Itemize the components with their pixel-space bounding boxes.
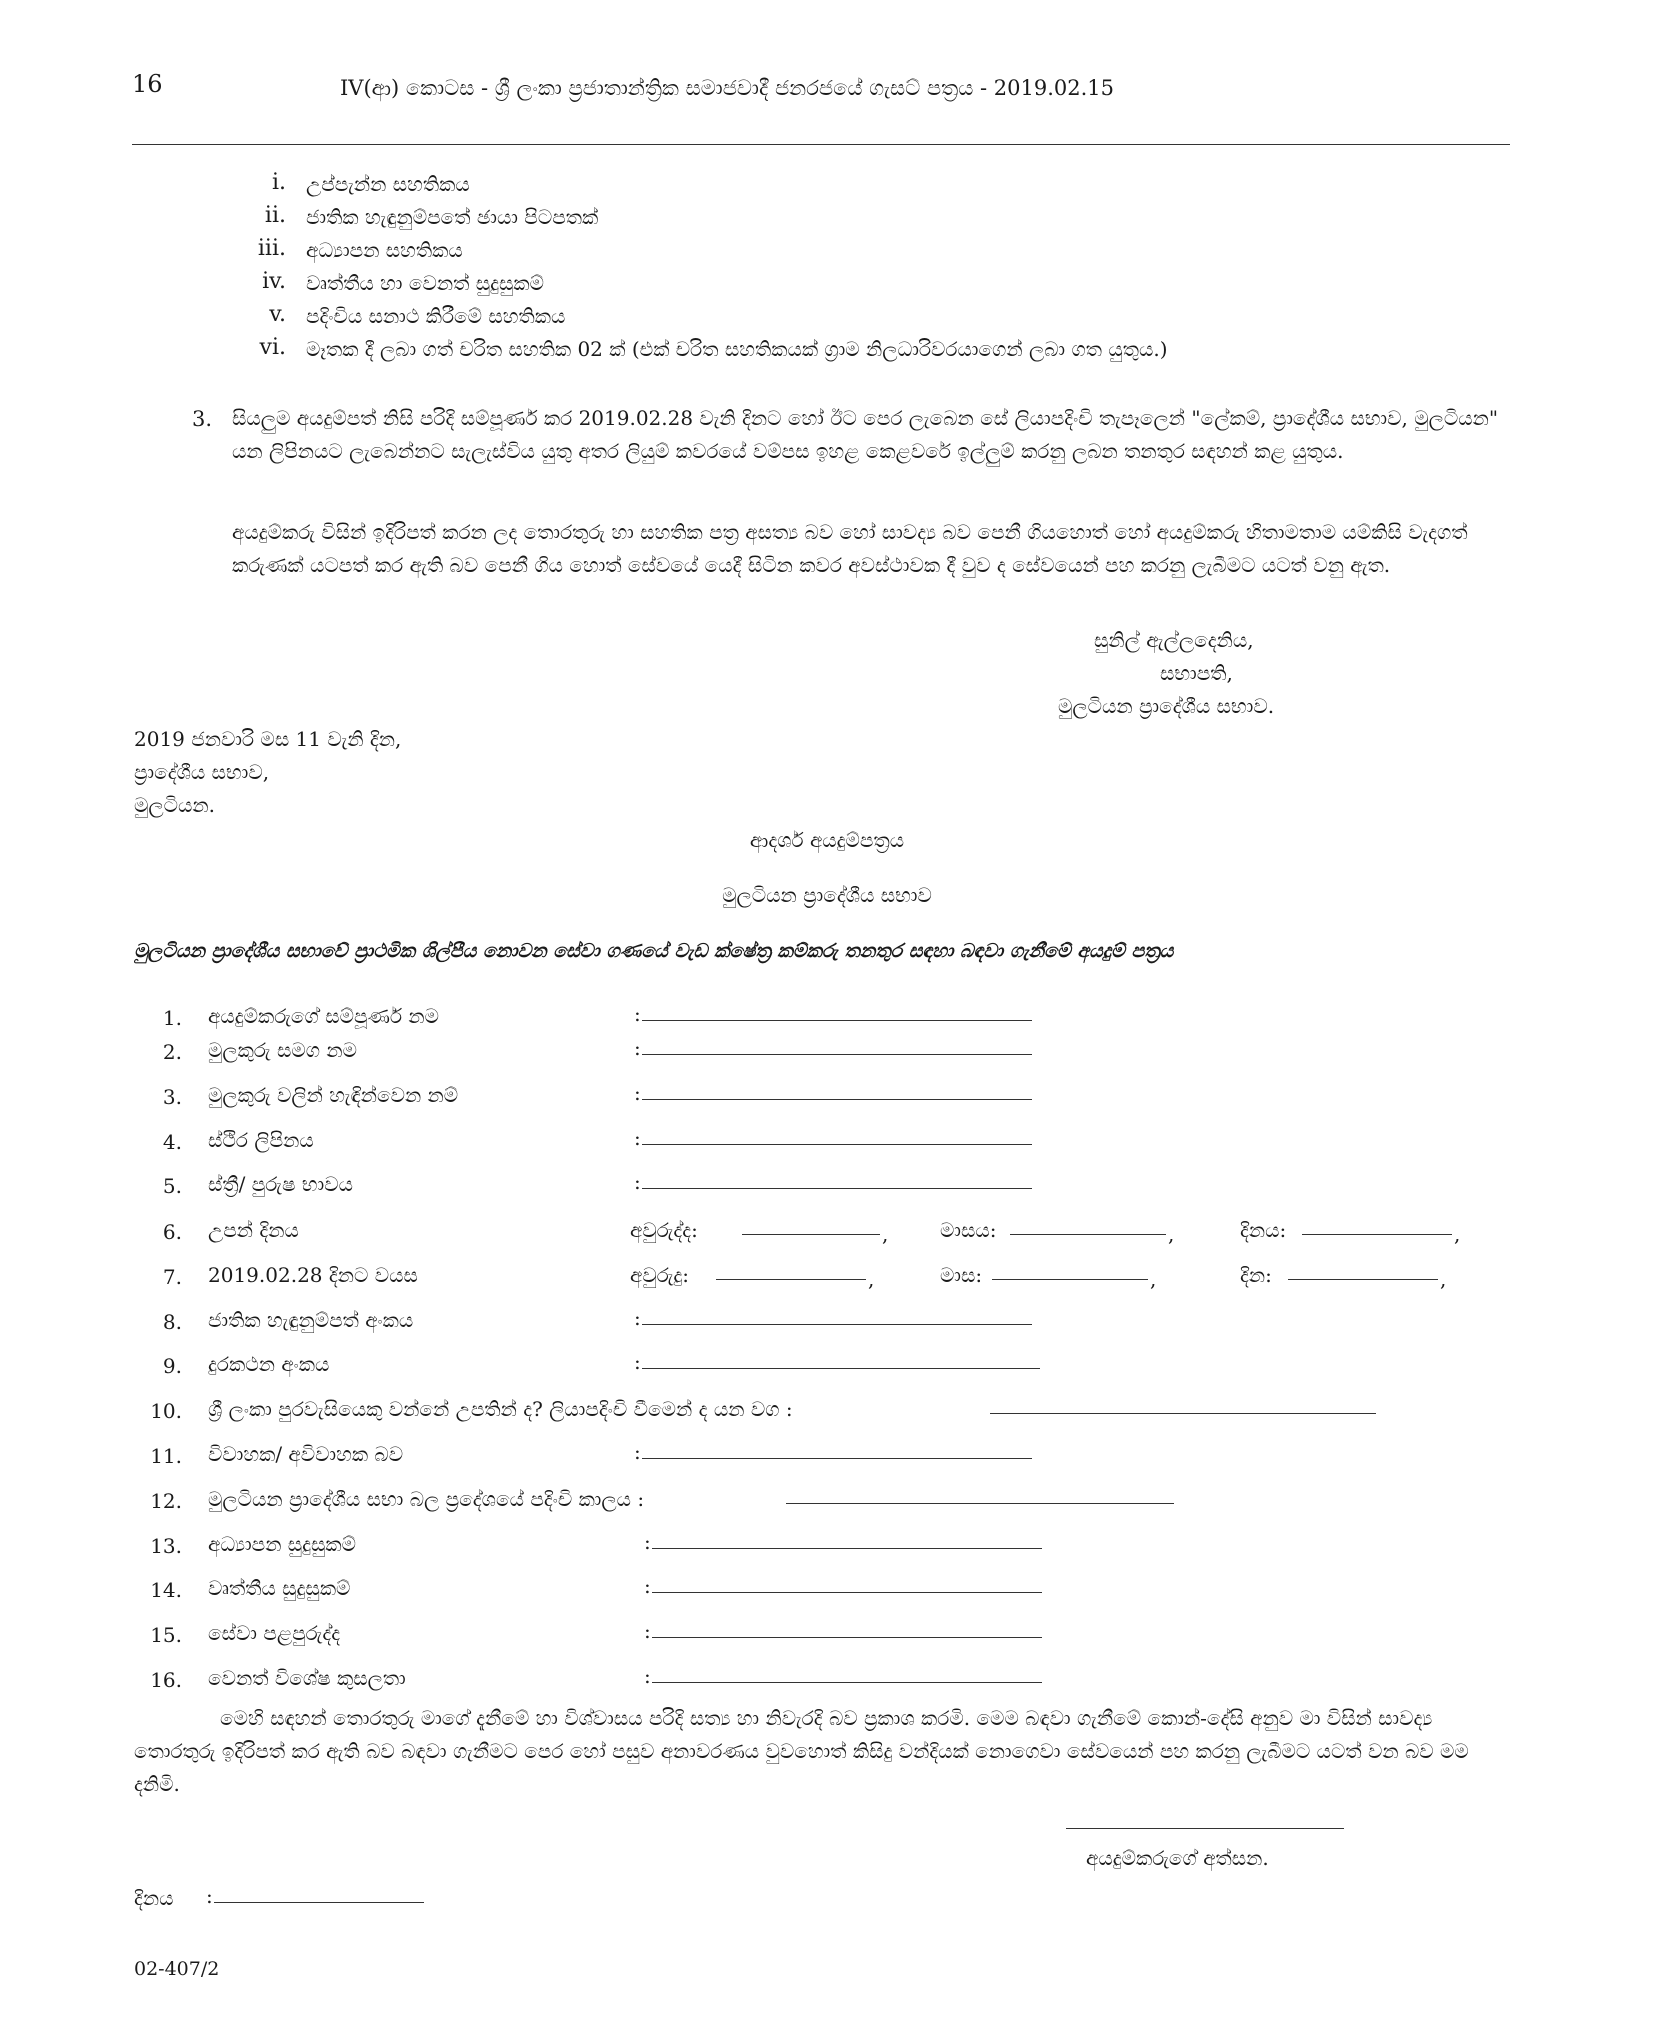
dob-year-label: අවුරුද්ද:: [630, 1218, 698, 1242]
comma: ,: [1454, 1222, 1461, 1246]
form-heading: ආදර්ශ අයදුම්පත්‍රය: [749, 828, 905, 852]
age-years-label: අවුරුදු:: [630, 1263, 690, 1287]
form-item-label: අධ්‍යාපන සුදුසුකම්: [208, 1532, 357, 1556]
age-months-field[interactable]: [992, 1279, 1148, 1280]
age-days-label: දින:: [1240, 1263, 1272, 1287]
marital-status-field[interactable]: [642, 1458, 1032, 1459]
dob-month-field[interactable]: [1010, 1234, 1166, 1235]
service-experience-field[interactable]: [652, 1637, 1042, 1638]
comma: ,: [1150, 1267, 1157, 1291]
form-item-label: විවාහක/ අවිවාහක බව: [208, 1442, 404, 1466]
age-months-label: මාස:: [940, 1263, 983, 1287]
comma: ,: [1440, 1267, 1447, 1291]
list-item-num: i.: [271, 170, 286, 195]
clause-text-2: අයදුම්කරු විසින් ඉදිරිපත් කරන ලද තොරතුරු හා සහතික පත්‍ර අසත්‍ය බව හෝ සාවද්‍ය බව පෙනී ගියහොත් හෝ අයදුම්කරු හිතාමතාම යම්කිසි වැදගත් කරුණක් යටපත් කර ඇති බව පෙනී ගිය හොත් සේවයේ යෙදී සිටින කවර අවස්ථාවක දී වුව ද සේවයෙන් පහ කරනු ලැබීමට යටත් වනු ඇත.: [232, 520, 1468, 577]
form-item-label: අයදුම්කරුගේ සම්පූර්ණ නම: [208, 1004, 440, 1028]
form-item-label: වෘත්තීය සුදුසුකම්: [208, 1576, 351, 1600]
signatory-name: සුනිල් ඇල්ලදෙනිය,: [1094, 628, 1254, 652]
form-item-label: සේවා පළපුරුද්ද: [208, 1621, 341, 1645]
list-item-num: ii.: [264, 203, 286, 228]
comma: ,: [868, 1267, 875, 1291]
age-days-field[interactable]: [1288, 1279, 1438, 1280]
list-item-text: පදිංචිය සනාථ කිරීමේ සහතිකය: [306, 304, 566, 328]
form-item-label: ස්ථිර ලිපිනය: [208, 1128, 314, 1152]
form-item-colon: :: [644, 1574, 651, 1598]
issue-office: ප්‍රාදේශීය සභාව,: [134, 760, 270, 784]
list-item-text: ජාතික හැඳුනුම්පතේ ඡායා පිටපතක්: [306, 205, 599, 229]
residence-period-field[interactable]: [786, 1503, 1174, 1504]
form-item-label: මුලකුරු සමග නම: [208, 1038, 357, 1062]
nic-number-field[interactable]: [642, 1324, 1032, 1325]
comma: ,: [882, 1222, 889, 1246]
form-item-label: දුරකථන අංකය: [208, 1352, 330, 1376]
full-name-field[interactable]: [642, 1020, 1032, 1021]
form-item-num: 12.: [150, 1489, 182, 1513]
page-number: 16: [132, 70, 163, 98]
form-item-num: 5.: [162, 1174, 182, 1198]
form-item-num: 15.: [150, 1623, 182, 1647]
list-item-num: vi.: [259, 335, 286, 360]
list-item-text: මෑතක දී ලබා ගත් චරිත සහතික 02 ක් (එක් චරිත සහතිකයක් ග්‍රාම නිලධාරිවරයාගෙන් ලබා ගත යුතුය.): [306, 337, 1168, 361]
form-item-num: 14.: [150, 1578, 182, 1602]
dob-year-field[interactable]: [742, 1234, 880, 1235]
form-item-colon: :: [634, 1440, 641, 1464]
date-colon: :: [206, 1884, 213, 1908]
list-item-text: උප්පැන්න සහතිකය: [306, 172, 470, 196]
declaration-text: මෙහි සඳහන් තොරතුරු මාගේ දැනීමේ හා විශ්වාසය පරිදි සත්‍ය හා නිවැරදි බව ප්‍රකාශ කරමි. මෙම බඳවා ගැනීමේ කොන්-දේසි අනුව මා විසින් සාවද්‍ය තොරතුරු ඉදිරිපත් කර ඇති බව බඳවා ගැනීමට පෙර හෝ පසුව අනාවරණය වුවහොත් කිසිදු වන්දියක් නොගෙවා සේවයෙන් පහ කරනු ලැබීමට යටත් වන බව මම දනිමි.: [134, 1706, 1469, 1796]
professional-qualifications-field[interactable]: [652, 1592, 1042, 1593]
form-item-num: 4.: [162, 1130, 182, 1154]
citizenship-field[interactable]: [990, 1413, 1376, 1414]
page-header-title: IV(ආ) කොටස - ශ්‍රී ලංකා ප්‍රජාතාන්ත්‍රික සමාජවාදී ජනරජයේ ගැසට් පත්‍රය - 2019.02.15: [340, 76, 1114, 100]
date-label: දිනය: [134, 1886, 174, 1910]
form-subheading: මුලටියන ප්‍රාදේශීය සභාව: [722, 883, 932, 907]
form-item-num: 2.: [162, 1040, 182, 1064]
form-item-num: 1.: [162, 1006, 182, 1030]
date-field[interactable]: [214, 1902, 424, 1903]
signatory-office: මුලටියන ප්‍රාදේශීය සභාව.: [1058, 694, 1275, 718]
signatory-role: සභාපති,: [1160, 661, 1233, 685]
form-item-colon: :: [634, 1036, 641, 1060]
form-item-num: 6.: [162, 1220, 182, 1244]
form-item-label: ස්ත්‍රී/ පුරුෂ භාවය: [208, 1172, 353, 1196]
list-item-num: v.: [269, 302, 286, 327]
age-years-field[interactable]: [716, 1279, 866, 1280]
form-item-colon: :: [644, 1619, 651, 1643]
list-item-num: iv.: [262, 269, 286, 294]
comma: ,: [1168, 1222, 1175, 1246]
form-item-num: 7.: [162, 1265, 182, 1289]
issue-date: 2019 ජනවාරි මස 11 වැනි දින,: [134, 727, 402, 751]
gender-field[interactable]: [642, 1188, 1032, 1189]
dob-day-field[interactable]: [1302, 1234, 1452, 1235]
form-item-num: 11.: [150, 1444, 182, 1468]
list-item-text: අධ්‍යාපන සහතිකය: [306, 238, 463, 262]
form-item-colon: :: [634, 1306, 641, 1330]
form-item-colon: :: [634, 1081, 641, 1105]
header-rule: [132, 144, 1510, 145]
educational-qualifications-field[interactable]: [652, 1548, 1042, 1549]
form-item-label: 2019.02.28 දිනට වයස: [208, 1263, 418, 1287]
form-item-num: 9.: [162, 1354, 182, 1378]
signature-line[interactable]: [1066, 1828, 1344, 1829]
clause-text: සියලුම අයදුම්පත් නිසි පරිදි සම්පූර්ණ කර 2019.02.28 වැනි දිනට හෝ ඊට පෙර ලැබෙන සේ ලියාපදිංචි තැපෑලෙන් "ලේකම්, ප්‍රාදේශීය සභාව, මුලටියන" යන ලිපිනයට ලැබෙන්නට සැලැස්විය යුතු අතර ලියුම් කවරයේ වම්පස ඉහළ කෙළවරේ ඉල්ලුම් කරනු ලබන තනතුර සඳහන් කළ යුතුය.: [232, 406, 1499, 463]
issue-town: මුලටියන.: [134, 793, 215, 817]
signature-label: අයදුම්කරුගේ අත්සන.: [1086, 1846, 1269, 1870]
form-item-num: 16.: [150, 1668, 182, 1692]
form-item-label: මුලකුරු වලින් හැඳින්වෙන නම්: [208, 1083, 459, 1107]
form-item-num: 3.: [162, 1085, 182, 1109]
clause-number: 3.: [192, 407, 213, 431]
form-item-colon: :: [634, 1350, 641, 1374]
footer-code: 02-407/2: [134, 1958, 220, 1980]
form-item-num: 8.: [162, 1310, 182, 1334]
form-item-label: ජාතික හැඳුනුම්පත් අංකය: [208, 1308, 414, 1332]
form-item-colon: :: [634, 1126, 641, 1150]
list-item-text: වෘත්තීය හා වෙනත් සුදුසුකම්: [306, 271, 544, 295]
form-item-label: උපන් දිනය: [208, 1218, 299, 1242]
form-item-label: වෙනත් විශේෂ කුසලතා: [208, 1666, 406, 1690]
dob-day-label: දිනය:: [1240, 1218, 1287, 1242]
name-with-initials-field[interactable]: [642, 1054, 1032, 1055]
form-item-colon: :: [644, 1530, 651, 1554]
names-denoted-by-initials-field[interactable]: [642, 1099, 1032, 1100]
other-special-skills-field[interactable]: [652, 1682, 1042, 1683]
form-item-label: ශ්‍රී ලංකා පුරවැසියෙකු වන්නේ උපතින් ද? ලියාපදිංචි වීමෙන් ද යන වග :: [208, 1397, 793, 1421]
form-title: මුලටියන ප්‍රාදේශීය සභාවේ ප්‍රාථමික ශිල්පීය නොවන සේවා ගණයේ වැඩ ක්ෂේත්‍ර කම්කරු තනතුර සඳහා බඳවා ගැනීමේ අයදුම් පත්‍රය: [134, 940, 1174, 962]
form-item-num: 10.: [150, 1399, 182, 1423]
permanent-address-field[interactable]: [642, 1144, 1032, 1145]
form-item-label: මුලටියන ප්‍රාදේශීය සභා බල ප්‍රදේශයේ පදිංචි කාලය :: [208, 1487, 645, 1511]
form-item-num: 13.: [150, 1534, 182, 1558]
dob-month-label: මාසය:: [940, 1218, 997, 1242]
list-item-num: iii.: [257, 236, 286, 261]
form-item-colon: :: [634, 1170, 641, 1194]
form-item-colon: :: [634, 1002, 641, 1026]
telephone-number-field[interactable]: [642, 1368, 1040, 1369]
form-item-colon: :: [644, 1664, 651, 1688]
